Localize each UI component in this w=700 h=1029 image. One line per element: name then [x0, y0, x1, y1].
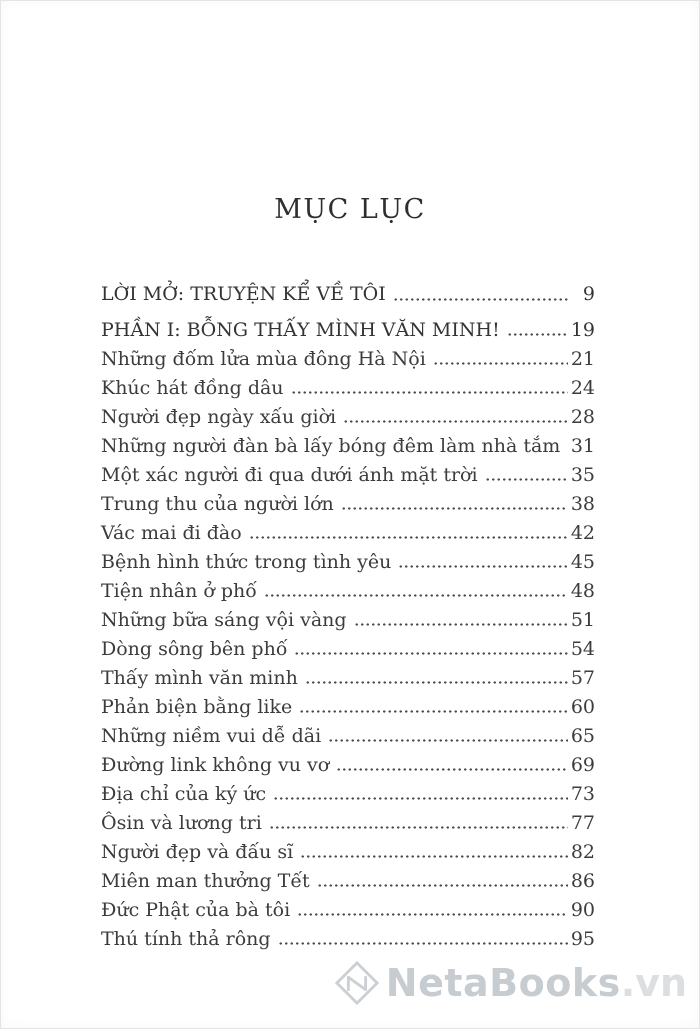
toc-entry	[101, 463, 595, 486]
dot-leader	[328, 727, 568, 747]
toc-entry-page: 28	[570, 405, 595, 428]
toc-entry-page: 69	[570, 753, 595, 776]
dot-leader	[567, 437, 568, 457]
toc-entry-page: 60	[570, 695, 595, 718]
toc-entry-title: Vác mai đi đào	[101, 521, 242, 544]
dot-leader	[278, 930, 568, 950]
toc-entry	[101, 579, 595, 602]
watermark-brand: NetaBooks	[385, 961, 621, 1005]
toc-entry-page: 77	[570, 811, 595, 834]
toc-list	[101, 285, 595, 949]
toc-entry-title: Những người đàn bà lấy bóng đêm làm nhà tắm	[101, 434, 561, 457]
toc-entry-page: 35	[570, 463, 595, 486]
netabooks-n-icon	[334, 960, 380, 1006]
toc-entry-title: Trung thu của người lớn	[101, 492, 334, 515]
dot-leader	[317, 872, 568, 892]
dot-leader	[343, 408, 568, 428]
dot-leader	[393, 285, 570, 305]
toc-entry	[101, 434, 595, 457]
dot-leader	[507, 321, 568, 341]
toc-entry	[101, 869, 595, 892]
dot-leader	[249, 524, 568, 544]
toc-entry	[101, 608, 595, 631]
toc-entry-title: Khúc hát đồng dâu	[101, 376, 284, 399]
dot-leader	[433, 350, 568, 370]
toc-entry-page: 86	[570, 869, 595, 892]
toc-entry-page: 51	[570, 608, 595, 631]
dot-leader	[297, 901, 568, 921]
toc-entry-page: 38	[570, 492, 595, 515]
dot-leader	[299, 698, 568, 718]
toc-entry	[101, 695, 595, 718]
watermark-suffix: .vn	[620, 961, 687, 1005]
toc-entry-page: 65	[570, 724, 595, 747]
toc-entry-title: Đường link không vu vơ	[101, 753, 330, 776]
dot-leader	[273, 785, 568, 805]
dot-leader	[341, 495, 568, 515]
toc-entry	[101, 376, 595, 399]
toc-entry	[101, 927, 595, 950]
toc-entry-title: Những bữa sáng vội vàng	[101, 608, 347, 631]
toc-entry-title: Miên man thưởng Tết	[101, 869, 310, 892]
dot-leader	[305, 669, 568, 689]
toc-entry-title: Tiện nhân ở phố	[101, 579, 257, 602]
dot-leader	[485, 466, 568, 486]
toc-entry-title: Người đẹp ngày xấu giời	[101, 405, 337, 428]
toc-entry-page: 24	[570, 376, 595, 399]
toc-entry-title: Dòng sông bên phố	[101, 637, 288, 660]
toc-entry	[101, 840, 595, 863]
dot-leader	[398, 553, 567, 573]
watermark	[334, 960, 687, 1006]
toc-entry-title: Một xác người đi qua dưới ánh mặt trời	[101, 463, 478, 486]
toc-entry	[101, 347, 595, 370]
toc-entry-title: Bệnh hình thức trong tình yêu	[101, 550, 392, 573]
toc-entry	[101, 666, 595, 689]
toc-entry	[101, 753, 595, 776]
toc-entry	[101, 521, 595, 544]
toc-entry	[101, 285, 595, 305]
toc-entry-title: Người đẹp và đấu sĩ	[101, 840, 294, 863]
dot-leader	[300, 843, 568, 863]
toc-entry-page: 9	[582, 283, 595, 305]
toc-entry-title: Thấy mình văn minh	[101, 666, 298, 689]
toc-entry	[101, 405, 595, 428]
toc-entry-title: Đức Phật của bà tôi	[101, 898, 291, 921]
toc-entry-page: 57	[570, 666, 595, 689]
toc-entry	[101, 550, 595, 573]
toc-entry-page: 45	[570, 550, 595, 573]
page-title: MỤC LỤC	[274, 194, 426, 225]
dot-leader	[264, 582, 568, 602]
toc-entry-page: 42	[570, 521, 595, 544]
toc-entry	[101, 318, 595, 341]
toc-entry	[101, 811, 595, 834]
dot-leader	[354, 611, 568, 631]
toc-entry-page: 90	[570, 898, 595, 921]
toc-entry-title: Những niềm vui dễ dãi	[101, 724, 322, 747]
toc-entry-title: LỜI MỞ: TRUYỆN KỂ VỀ TÔI	[101, 283, 386, 305]
toc-entry-page: 21	[570, 347, 595, 370]
toc-entry-title: Ôsin và lương tri	[101, 811, 262, 834]
dot-leader	[269, 814, 568, 834]
toc-entry-page: 95	[570, 927, 595, 950]
toc-entry-page: 31	[570, 434, 595, 457]
toc-entry-page: 82	[570, 840, 595, 863]
toc-entry-page: 54	[570, 637, 595, 660]
toc-entry	[101, 492, 595, 515]
toc-entry-title: Phản biện bằng like	[101, 695, 293, 718]
toc-entry-page: 73	[570, 782, 595, 805]
toc-entry-page: 48	[570, 579, 595, 602]
toc-entry-title: Những đốm lửa mùa đông Hà Nội	[101, 347, 426, 370]
toc-entry	[101, 724, 595, 747]
toc-entry-page: 19	[570, 318, 595, 341]
toc-entry-title: PHẦN I: BỖNG THẤY MÌNH VĂN MINH!	[101, 318, 500, 341]
toc-entry	[101, 782, 595, 805]
toc-entry	[101, 637, 595, 660]
toc-entry-title: Địa chỉ của ký ức	[101, 782, 267, 805]
dot-leader	[294, 640, 567, 660]
dot-leader	[291, 379, 568, 399]
toc-entry-title: Thú tính thả rông	[101, 927, 271, 950]
dot-leader	[336, 756, 568, 776]
toc-entry	[101, 898, 595, 921]
